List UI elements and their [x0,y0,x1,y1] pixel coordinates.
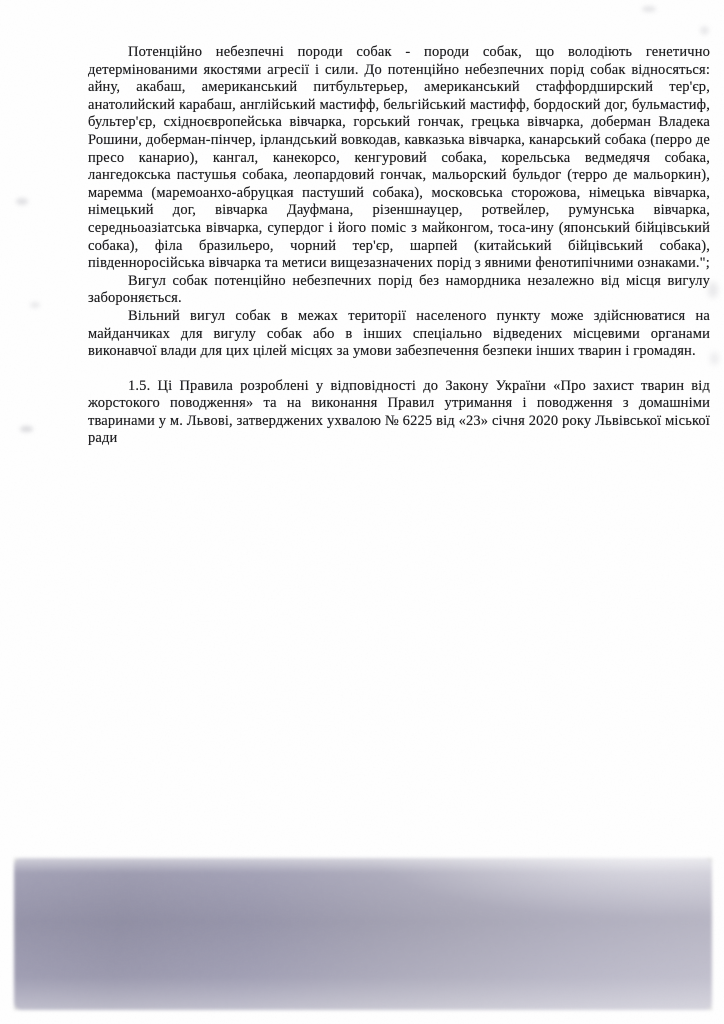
paragraph-free-walking-rule: Вільний вигул собак в межах території населеного пункту може здійснюватися на майданчиках для вигулу собак або в інших спеціально відведених місцевими органами виконавчої влади для цих цілей місцях за умови забезпечення безпеки інших тварин і громадян. [88,307,710,360]
scan-smudge [642,6,656,12]
scan-smudge [16,198,28,205]
scan-noise-texture [14,858,712,1010]
document-text [88,44,710,448]
paragraph-muzzle-rule: Вигул собак потенційно небезпечних порід без намордника незалежно від місця вигулу забороняється. [88,272,710,307]
scan-smudge [700,26,709,35]
paragraph-1-5-legal-basis: 1.5. Ці Правила розроблені у відповідності до Закону України «Про захист тварин від жорстокого поводження» та на виконання Правил утримання і поводження з домашніми тваринами у м. Львові, затверджених ухвалою № 6225 від «23» січня 2020 року Львівської міської ради [88,377,710,447]
scan-smudge [20,426,33,432]
scan-artifact-band [14,858,712,1010]
paragraph-dangerous-breeds-definition: Потенційно небезпечні породи собак - породи собак, що володіють генетично детермінованими якостями агресії і сили. До потенційно небезпечних порід собак відносяться: айну, акабаш, американський питбультерьер, американський стаффордширский тер'єр, анатолийский карабаш, англійський мастифф, бельгійський мастифф, бордоский дог, бульмастиф, бультер'єр, східноєвропейська вівчарка, горський гончак, грецька вівчарка, доберман Владека Рошини, доберман-пінчер, ірландський вовкодав, кавказька вівчарка, канарський собака (перро де пресо канарио), кангал, канекорсо, кенгуровий собака, корельська ведмедячя собака, лангедокська пастушья собака, леопардовий гончак, мальорский бульдог (терро де мальоркин), маремма (маремоанхо-абруцкая пастуший собака), московська сторожова, німецька вівчарка, німецький дог, вівчарка Дауфмана, різеншнауцер, ротвейлер, румунська вівчарка, середньоазіатська вівчарка, супердог і його поміс з майконгом, тоса-ину (японський бійцівський собака), філа бразильеро, чорний тер'єр, шарпей (китайський бійцівський собака), південноросійська вівчарка та метиси вищезазначених порід з явними фенотипічними ознаками."; [88,44,710,272]
scan-smudge [710,352,719,365]
scan-smudge [30,302,40,308]
